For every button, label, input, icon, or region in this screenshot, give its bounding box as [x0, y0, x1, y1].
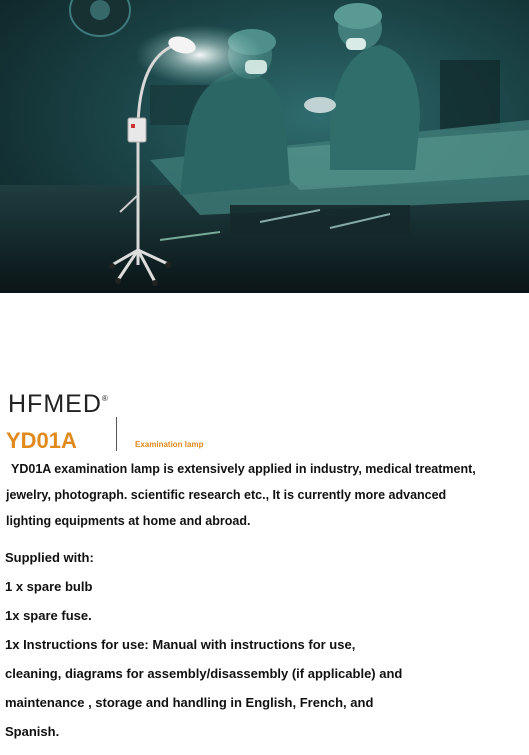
- registered-mark: ®: [101, 394, 109, 403]
- product-subtitle: Examination lamp: [135, 440, 204, 449]
- supplied-item: 1x spare fuse.: [5, 608, 92, 623]
- supplied-item: maintenance , storage and handling in English, French, and: [5, 695, 374, 710]
- supplied-item: Spanish.: [5, 724, 60, 739]
- brand-logo: [8, 390, 109, 419]
- vertical-divider: [116, 417, 117, 451]
- description-line: YD01A examination lamp is extensively applied in industry, medical treatment,: [11, 462, 476, 476]
- supplied-item: 1 x spare bulb: [5, 579, 93, 594]
- brand-name: HFMED: [8, 390, 102, 418]
- supplied-heading: Supplied with:: [5, 550, 94, 565]
- supplied-item: cleaning, diagrams for assembly/disassembly (if applicable) and: [5, 666, 403, 681]
- model-name: YD01A: [6, 428, 77, 453]
- supplied-with-list: [5, 543, 525, 746]
- surgeon-right: [330, 45, 420, 170]
- description-line: lighting equipments at home and abroad.: [6, 514, 251, 528]
- lamp-light-beam: [135, 25, 265, 85]
- description-line: jewelry, photograph. scientific research etc., It is currently more advanced: [6, 488, 447, 502]
- product-description: [6, 456, 522, 534]
- hero-image: [0, 0, 529, 293]
- supplied-item: 1x Instructions for use: Manual with instructions for use,: [5, 637, 356, 652]
- operating-room-illustration: [0, 0, 529, 293]
